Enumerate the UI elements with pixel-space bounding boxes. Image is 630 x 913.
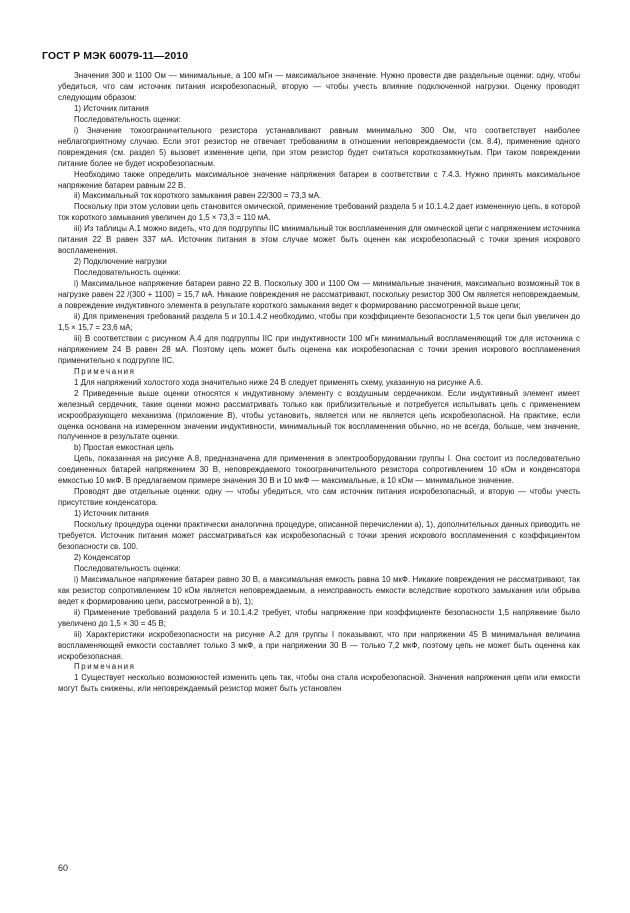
- page-number: 60: [58, 863, 69, 873]
- paragraph: ii) Для применения требований раздела 5 и 10.1.4.2 необходимо, чтобы при коэффициенте безопасности 1,5 ток цепи был увеличен до 1,5 × 15,7 = 23,6 мА;: [58, 311, 580, 332]
- paragraph: Значения 300 и 1100 Ом — минимальные, а 100 мГн — максимальное значение. Нужно провести две раздельные оценки: одну, чтобы убедиться, что сам источник питания искробезопасный, вторую — чтобы учесть влияние подключенной нагрузки. Оценку проводят следующим образом:: [58, 71, 580, 102]
- paragraph: Необходимо также определить максимальное значение напряжения батареи в соответствии с 7.4.3. Нужно принять максимальное напряжение батареи равным 22 В.: [58, 169, 580, 190]
- paragraph: Поскольку процедура оценки практически аналогична процедуре, описанной перечислении а), 1), дополнительных данных приводить не требуется. Источник питания может рассматриваться как искробезопасный с точки зрения искрового воспламенения с коэффициентом безопасности св. 100.: [58, 520, 580, 551]
- paragraph: Последовательность оценки:: [74, 563, 181, 573]
- document-body: [58, 71, 580, 695]
- paragraph: 1) Источник питания: [74, 509, 149, 519]
- paragraph: ii) Максимальный ток короткого замыкания равен 22/300 = 73,3 мА.: [74, 191, 322, 201]
- note-paragraph: 2 Приведенные выше оценки относятся к индуктивному элементу с воздушным сердечником. Если индуктивный элемент имеет железный сердечник, такие оценки можно рассматривать только как приблизительные и потребуется испытывать цепь с применением искрообразующего механизма (приложение В), чтобы установить, является или не является цепь искробезопасной. На практике, если оценка основана на измеренном значении индуктивности, минимальный ток воспламенения обычно, но не всегда, больше, чем значение, полученное в результате оценки.: [58, 388, 580, 442]
- page-header: ГОСТ Р МЭК 60079-11—2010: [42, 50, 189, 62]
- paragraph: Последовательность оценки:: [74, 114, 181, 124]
- paragraph: 2) Конденсатор: [74, 552, 131, 562]
- paragraph: iii) Из таблицы А.1 можно видеть, что для подгруппы IIC минимальный ток воспламенения для омической цепи с напряжением источника питания 22 В равен 337 мА. Источник питания в этом случае может быть оценен как искробезопасный с точки зрения искрового воспламенения.: [58, 224, 580, 256]
- notes-heading: Примечания: [74, 662, 136, 672]
- paragraph: Поскольку при этом условии цепь становится омической, применение требований раздела 5 и 10.1.4.2 дает измененную цепь, в которой ток короткого замыкания увеличен до 1,5 × 73,3 = 110 мА.: [58, 202, 580, 223]
- paragraph: Цепь, показанная на рисунке А.8, предназначена для применения в электрооборудовании группы I. Она состоит из последовательно соединенных батарей напряжением 30 В, неповреждаемого токоограничительного резистора сопротивлением 10 кОм и конденсатора емкостью 10 мкФ. В предлагаемом примере значения 30 В и 10 мкФ — максимальные, а 10 кОм — минимальное значение.: [58, 454, 580, 486]
- paragraph: iii) Характеристики искробезопасности на рисунке А.2 для группы I показывают, что при напряжении 45 В минимальная величина воспламеняющей емкости составляет только 3 мкФ, а при напряжении 30 В — только 7,2 мкФ, поэтому цепь не может быть оценена как искробезопасная.: [58, 629, 580, 661]
- paragraph: i) Максимальное напряжение батареи равно 30 В, а максимальная емкость равна 10 мкФ. Никакие повреждения не рассматривают, так как резистор сопротивлением 10 кОм является неповреждаемым, а неисправность емкости вследствие короткого замыкания или обрыва ведет к формированию цепи, рассмотренной в b), 1);: [58, 574, 580, 606]
- note-paragraph: 1 Для напряжений холостого хода значительно ниже 24 В следует применять схему, указанную на рисунке А.6.: [74, 377, 483, 387]
- paragraph: 2) Подключение нагрузки: [74, 257, 167, 267]
- paragraph: ii) Применение требований раздела 5 и 10.1.4.2 требует, чтобы напряжение при коэффициенте безопасности 1,5 напряжение было увеличено до 1,5 × 30 = 45 В;: [58, 607, 580, 628]
- paragraph: Проводят две отдельные оценки: одну — чтобы убедиться, что сам источник питания искробезопасный, и вторую — чтобы учесть присутствие конденсатора.: [58, 487, 580, 508]
- note-paragraph: 1 Существует несколько возможностей изменить цепь так, чтобы она стала искробезопасной. Значения напряжения цепи или емкости могут быть снижены, или неповреждаемый резистор может быть установлен: [58, 673, 580, 694]
- paragraph: iii) В соответствии с рисунком А.4 для подгруппы IIC при индуктивности 100 мГн минимальный воспламеняющий ток для источника с напряжением 24 В равен 28 мА. Поэтому цепь может быть оценена как искробезопасная с точки зрения искрового воспламенения применительно к подгруппе IIC.: [58, 333, 580, 365]
- notes-heading: Примечания: [74, 366, 136, 376]
- paragraph: i) Значение токоограничительного резистора устанавливают равным минимально 300 Ом, что соответствует наиболее неблагоприятному случаю. Если этот резистор не отвечает требованиям в отношении неповреждаемости (см. 8.4), применение одного повреждения (см. раздел 5) вызовет изменение цепи, при этом резистор будет считаться короткозамкнутым. При таком повреждении питание более не будет искробезопасным.: [58, 125, 580, 168]
- paragraph: i) Максимальное напряжение батареи равно 22 В. Поскольку 300 и 1100 Ом — минимальные значения, максимально возможный ток в нагрузке равен 22 /(300 + 1100) = 15,7 мА. Никакие повреждения не рассматривают, поскольку резистор 300 Ом является неповреждаемым, а повреждение индуктивного элемента в результате короткого замыкания ведет к формированию рассмотренной выше цепи;: [58, 279, 580, 311]
- paragraph: Последовательность оценки:: [74, 268, 181, 278]
- paragraph: b) Простая емкостная цепь: [74, 443, 174, 453]
- paragraph: 1) Источник питания: [74, 103, 149, 113]
